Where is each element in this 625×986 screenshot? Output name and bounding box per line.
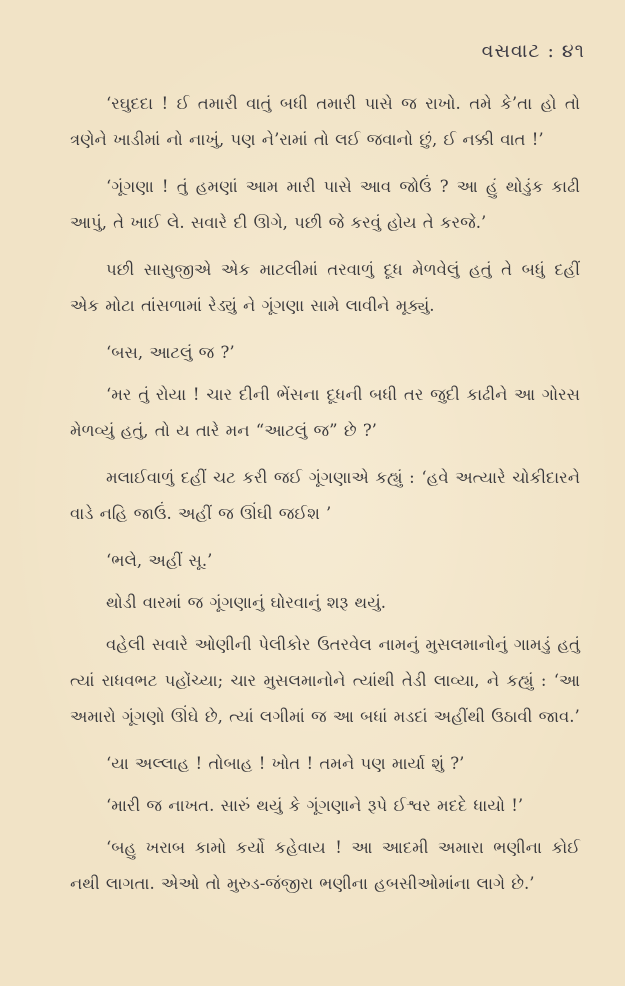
paragraph: ‘રઘુદદા ! ઈ તમારી વાતું બધી તમારી પાસે જ રાખો. તમે કે’તા હો તો ત્રણેને ખાડીમાં નો નાખું, પણ ને’રામાં તો લઈ જવાનો છું, ઈ નક્કી વાત !’	[70, 94, 580, 149]
paragraph: થોડી વારમાં જ ગૂંગણાનું ઘોરવાનું શરૂ થયું.	[106, 593, 386, 612]
paragraph: ‘ગૂંગણા ! તું હમણાં આમ મારી પાસે આવ જોઉં ? આ હું થોડુંક કાઢી આપું, તે ખાઈ લે. સવારે દી ઊગે, પછી જે કરવું હોય તે કરજે.’	[70, 177, 580, 232]
paragraph: વહેલી સવારે ઓણીની પેલીકોર ઉતરવેલ નામનું મુસલમાનોનું ગામડું હતું ત્યાં રાધવભટ પહોંચ્યા; ચાર મુસલમાનોને ત્યાંથી તેડી લાવ્યા, ને કહ્યું : ‘આ અમારો ગૂંગણો ઊંઘે છે, ત્યાં લગીમાં જ આ બધાં મડદાં અહીંથી ઉઠાવી જાવ.’	[70, 635, 580, 726]
paragraph: ‘બસ, આટલું જ ?’	[106, 343, 235, 362]
paragraph: ‘મારી જ નાખત. સારું થયું કે ગૂંગણાને રૂપે ઈશ્વર મદદે ધાયો !’	[106, 796, 524, 815]
paragraph: ‘યા અલ્લાહ ! તોબાહ ! ખોત ! તમને પણ માર્યા શું ?’	[106, 754, 465, 773]
paragraph: મલાઈવાળું દહીં ચટ કરી જઈ ગૂંગણાએ કહ્યું : ‘હવે અત્યારે ચોકીદારને વાડે નહિ જાઉં. અહીં જ ઊંઘી જઈશ ’	[70, 468, 580, 523]
paragraph: ‘બહુ ખરાબ કામો કર્યો કહેવાય ! આ આદમી અમારા ભણીના કોઈ નથી લાગતા. એઓ તો મુરુડ-જંજીરા ભણીના હબસીઓમાંના લાગે છે.’	[70, 838, 580, 893]
running-header: વસવાટ : ૪૧	[481, 40, 585, 62]
paragraph: ‘ભલે, અહીં સૂ.’	[106, 551, 213, 570]
paragraph: પછી સાસુજીએ એક માટલીમાં તરવાળું દૂધ મેળવેલું હતું તે બધું દહીં એક મોટા તાંસળામાં રેડ્યું ને ગૂંગણા સામે લાવીને મૂક્યું.	[70, 260, 580, 315]
paragraph: ‘મર તું રોયા ! ચાર દીની ભેંસના દૂધની બધી તર જુદી કાઢીને આ ગોરસ મેળવ્યું હતું, તો ય તારે મન “આટલું જ” છે ?’	[70, 385, 580, 440]
page-body	[70, 86, 580, 913]
